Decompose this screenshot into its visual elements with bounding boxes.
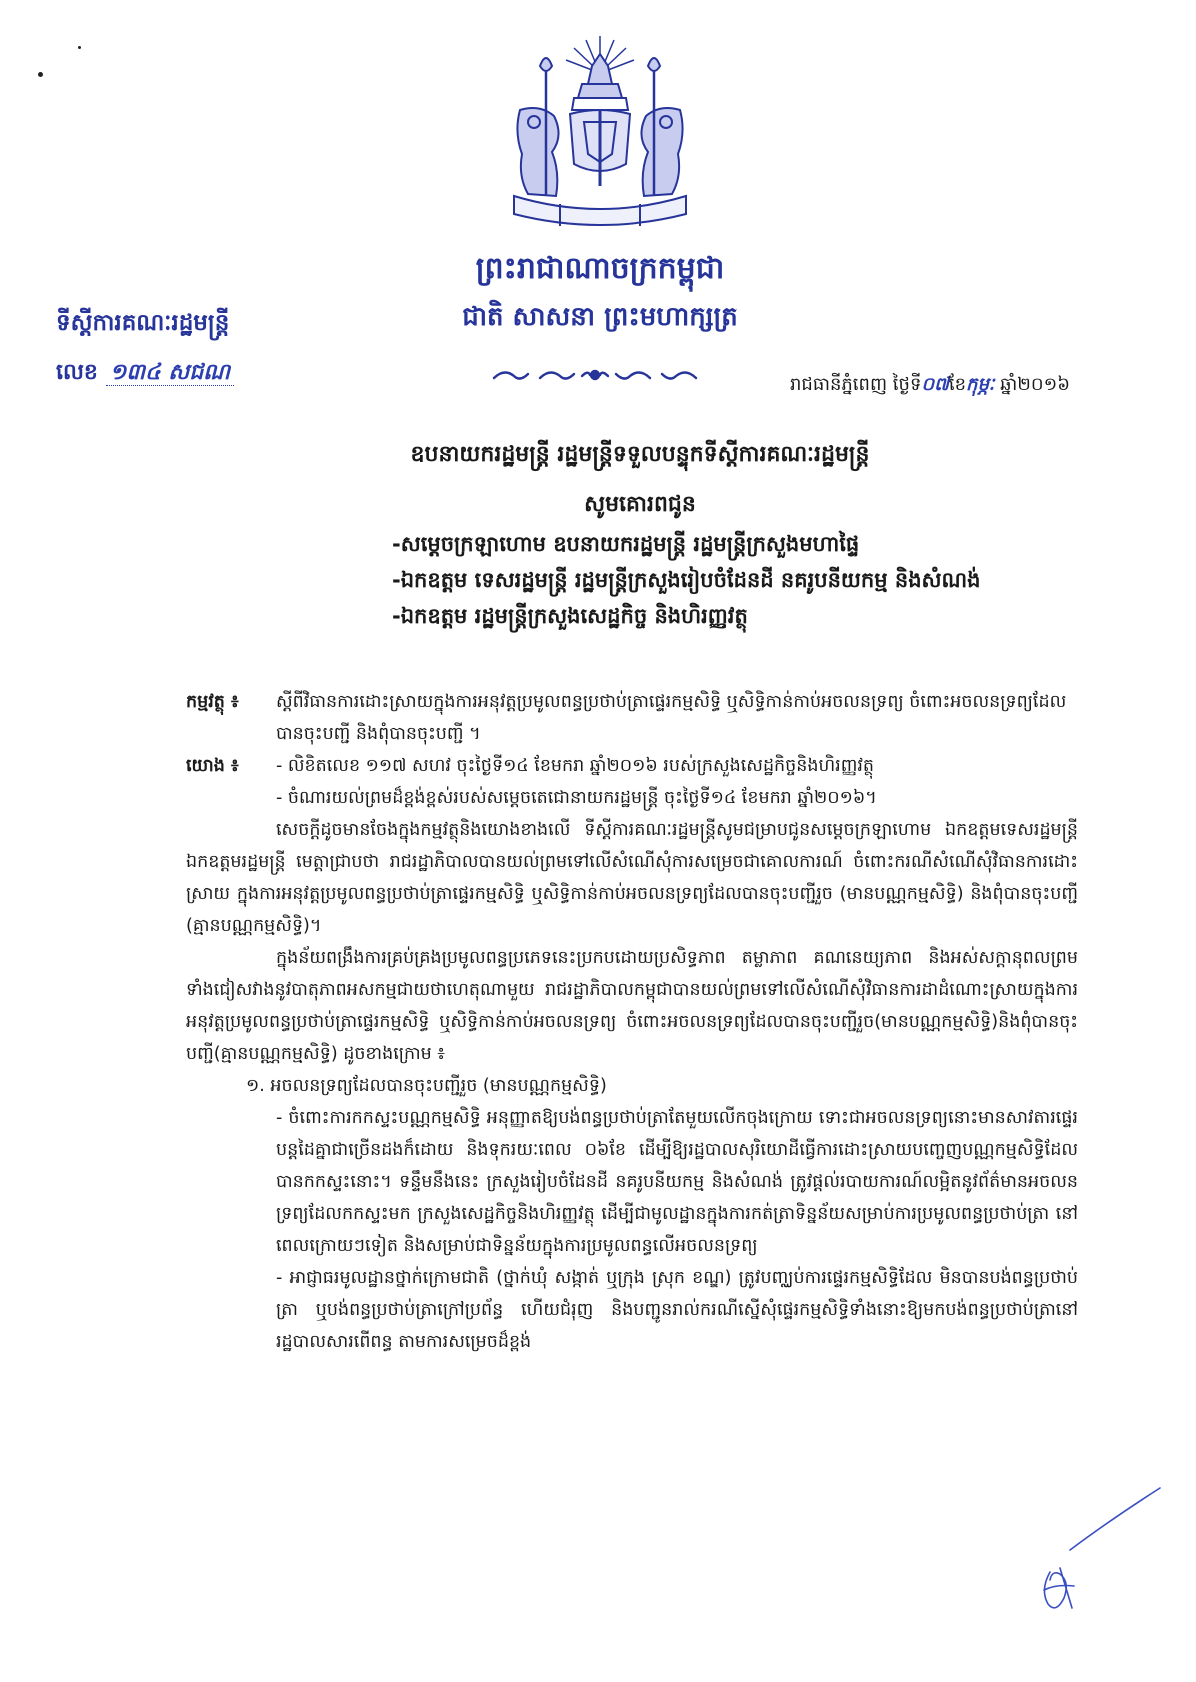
section-heading: ១. អចលនទ្រព្យដែលបានចុះបញ្ជីរួច (មានបណ្ណកម្មសិទ្ធិ)	[246, 1076, 607, 1096]
royal-coat-of-arms-icon	[500, 36, 700, 236]
reference-number	[56, 358, 234, 390]
date-prefix: រាជធានីភ្នំពេញ ថ្ងៃទី	[789, 374, 922, 395]
scan-mark	[38, 72, 43, 77]
sender-title: ឧបនាយករដ្ឋមន្ត្រី រដ្ឋមន្ត្រីទទួលបន្ទុកទីស្តីការគណៈរដ្ឋមន្ត្រី	[410, 442, 870, 467]
handwritten-signature-icon	[1030, 1480, 1170, 1620]
respectful-greeting: សូមគោរពជូន	[584, 492, 696, 517]
letter-body	[186, 686, 1078, 1358]
decorative-ornament-icon	[490, 362, 700, 388]
paragraph: សេចក្តីដូចមានចែងក្នុងកម្មវត្ថុនិងយោងខាងលើ ទីស្តីការគណៈរដ្ឋមន្ត្រីសូមជម្រាបជូនសម្តេចក្រឡាហោម ឯកឧត្តមទេសរដ្ឋមន្ត្រី ឯកឧត្តមរដ្ឋមន្ត្រី មេត្តាជ្រាបថា រាជរដ្ឋាភិបាលបានយល់ព្រមទៅលើសំណើសុំការសម្រេចជាគោលការណ៍ ចំពោះករណីសំណើសុំវិធានការដោះស្រាយ ក្នុងការអនុវត្តប្រមូលពន្ធប្រថាប់ត្រាផ្ទេរកម្មសិទ្ធិ ឬសិទ្ធិកាន់កាប់អចលនទ្រព្យដែលបានចុះបញ្ជីរួច (មានបណ្ណកម្មសិទ្ធិ) និងពុំបានចុះបញ្ជី (គ្មានបណ្ណកម្មសិទ្ធិ)។	[186, 820, 1078, 936]
subject-row	[186, 686, 1078, 750]
subject-label: កម្មវត្ថុ ៖	[186, 692, 239, 712]
addressee-item: -ឯកឧត្តម ទេសរដ្ឋមន្ត្រី រដ្ឋមន្ត្រីក្រសួងរៀបចំដែនដី នគរូបនីយកម្ម និងសំណង់	[392, 568, 981, 592]
paragraph: ក្នុងន័យពង្រឹងការគ្រប់គ្រងប្រមូលពន្ធប្រភេទនេះប្រកបដោយប្រសិទ្ធភាព តម្លាភាព គណនេយ្យភាព និងអស់សក្តានុពលព្រមទាំងជៀសវាងនូវបាតុភាពអសកម្មជាយថាហេតុណាមួយ រាជរដ្ឋាភិបាលកម្ពុជាបានយល់ព្រមទៅលើសំណើសុំវិធានការដាដំណោះស្រាយក្នុងការអនុវត្តប្រមូលពន្ធប្រថាប់ត្រាផ្ទេរកម្មសិទ្ធិ ឬសិទ្ធិកាន់កាប់អចលនទ្រព្យ ចំពោះអចលនទ្រព្យដែលបានចុះបញ្ជីរួច(មានបណ្ណកម្មសិទ្ធិ)និងពុំបានចុះបញ្ជី(គ្មានបណ្ណកម្មសិទ្ធិ) ដូចខាងក្រោម ៖	[186, 948, 1078, 1064]
date-line	[790, 372, 1070, 399]
scan-mark	[78, 46, 81, 49]
national-motto: ជាតិ សាសនា ព្រះមហាក្សត្រ	[462, 302, 738, 332]
bullet-item: - អាជ្ញាធរមូលដ្ឋានថ្នាក់ក្រោមជាតិ (ថ្នាក់ឃុំ សង្កាត់ ឬក្រុង ស្រុក ខណ្ឌ) ត្រូវបញ្ឈប់ការផ្ទេរកម្មសិទ្ធិដែល មិនបានបង់ពន្ធប្រថាប់ត្រា ឬបង់ពន្ធប្រថាប់ត្រាក្រៅប្រព័ន្ធ ហើយជំរុញ និងបញ្ជូនរាល់ករណីស្នើសុំផ្ទេរកម្មសិទ្ធិទាំងនោះឱ្យមកបង់ពន្ធប្រថាប់ត្រានៅរដ្ឋបាលសារពើពន្ធ តាមការសម្រេចដ៏ខ្ពង់	[276, 1268, 1078, 1352]
reference-row	[186, 750, 1078, 782]
reference-section-label: យោង ៖	[186, 756, 239, 776]
addressee-list	[392, 526, 1092, 634]
date-month-label: ខែ	[948, 374, 967, 395]
reference-item: - លិខិតលេខ ១១៧ សហវ ចុះថ្ងៃទី១៤ ខែមករា ឆ្នាំ២០១៦ របស់ក្រសួងសេដ្ឋកិច្ចនិងហិរញ្ញវត្ថុ	[276, 756, 875, 776]
bullet-item: - ចំពោះការកកស្ទះបណ្ណកម្មសិទ្ធិ អនុញ្ញាតឱ្យបង់ពន្ធប្រថាប់ត្រាតែមួយលើកចុងក្រោយ ទោះជាអចលនទ្រព្យនោះមានសាវតារផ្ទេរបន្តដៃគ្នាជាច្រើនដងក៏ដោយ និងទុករយៈពេល ០៦ខែ ដើម្បីឱ្យរដ្ឋបាលសុរិយោដីធ្វើការដោះស្រាយបញ្ចេញបណ្ណកម្មសិទ្ធិដែលបានកកស្ទះនោះ។ ទន្ទឹមនឹងនេះ ក្រសួងរៀបចំដែនដី នគរូបនីយកម្ម និងសំណង់ ត្រូវផ្តល់របាយការណ៍លម្អិតនូវព័ត៌មានអចលនទ្រព្យដែលកកស្ទះមក ក្រសួងសេដ្ឋកិច្ចនិងហិរញ្ញវត្ថុ ដើម្បីជាមូលដ្ឋានក្នុងការកត់ត្រាទិន្នន័យសម្រាប់ការប្រមូលពន្ធប្រថាប់ត្រា នៅពេលក្រោយៗទៀត និងសម្រាប់ជាទិន្នន័យក្នុងការប្រមូលពន្ធលើអចលនទ្រព្យ	[276, 1108, 1078, 1256]
date-month: កុម្ភៈ	[966, 374, 995, 395]
reference-label: លេខ	[56, 360, 98, 385]
date-year: ឆ្នាំ២០១៦	[1000, 374, 1070, 395]
issuing-office: ទីស្តីការគណៈរដ្ឋមន្ត្រី	[56, 310, 230, 336]
subject-text: ស្តីពីវិធានការដោះស្រាយក្នុងការអនុវត្តប្រមូលពន្ធប្រថាប់ត្រាផ្ទេរកម្មសិទ្ធិ ឬសិទ្ធិកាន់កាប់អចលនទ្រព្យ ចំពោះអចលនទ្រព្យដែលបានចុះបញ្ជី និងពុំបានចុះបញ្ជី ។	[276, 692, 1067, 744]
kingdom-title: ព្រះរាជាណាចក្រកម្ពុជា	[475, 251, 725, 286]
reference-item: - ចំណារយល់ព្រមដ៏ខ្ពង់ខ្ពស់របស់សម្តេចតេជោនាយករដ្ឋមន្ត្រី ចុះថ្ងៃទី១៤ ខែមករា ឆ្នាំ២០១៦។	[276, 788, 877, 808]
date-day: ០៧	[921, 374, 949, 395]
addressee-item: -ឯកឧត្តម រដ្ឋមន្ត្រីក្រសួងសេដ្ឋកិច្ច និងហិរញ្ញវត្ថុ	[392, 604, 748, 628]
reference-value: ១៣៤ សជណ	[106, 359, 234, 386]
addressee-item: -សម្តេចក្រឡាហោម ឧបនាយករដ្ឋមន្ត្រី រដ្ឋមន្ត្រីក្រសួងមហាផ្ទៃ	[392, 532, 860, 556]
